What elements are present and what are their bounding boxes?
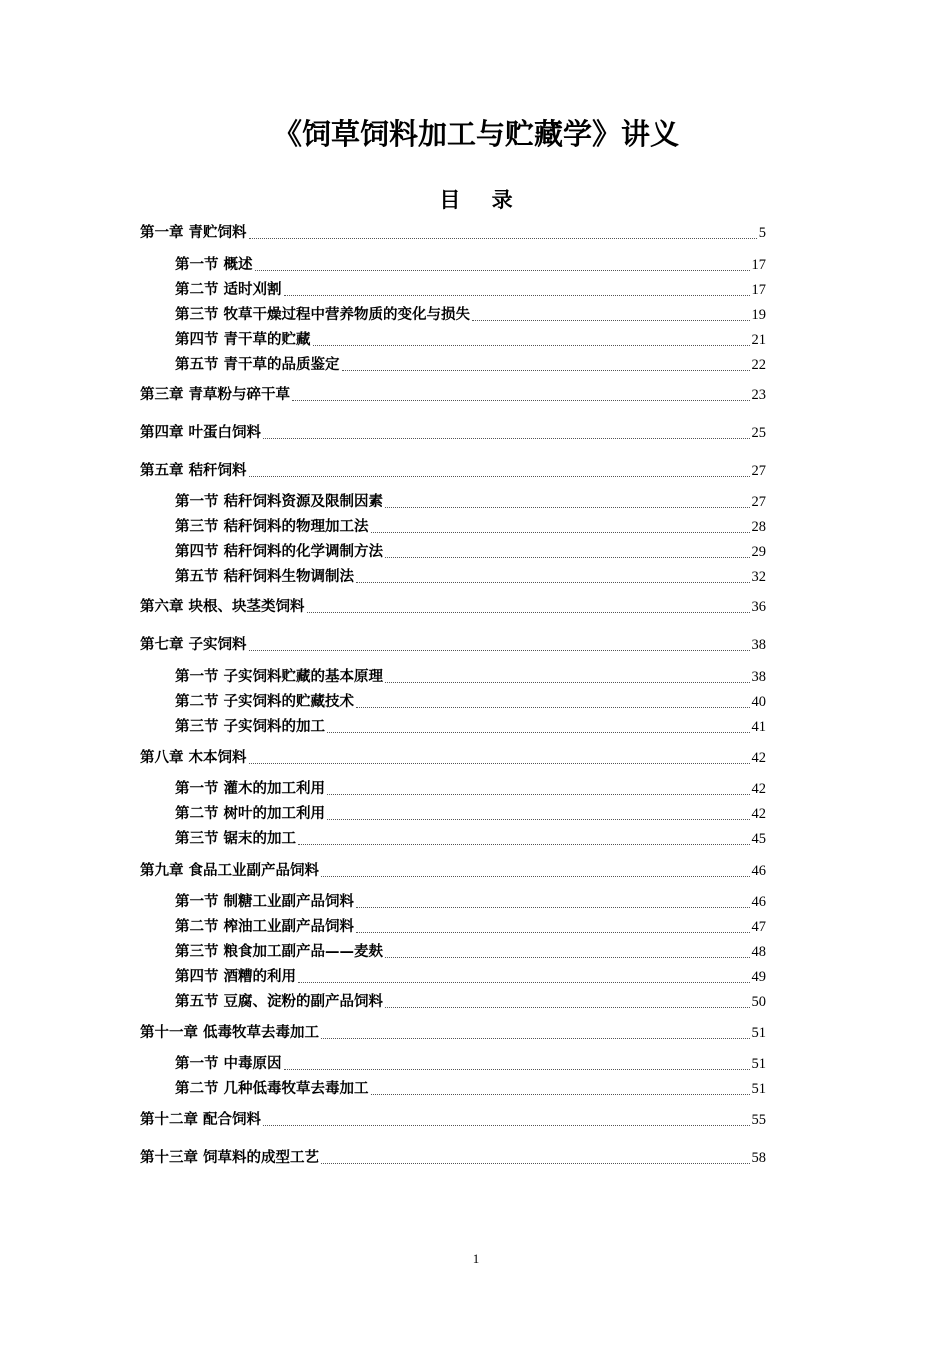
toc-dot-leader: [356, 932, 749, 933]
toc-section-entry[interactable]: [175, 354, 766, 376]
toc-chapter-entry[interactable]: [140, 422, 766, 444]
toc-dot-leader: [313, 345, 750, 346]
toc-entry-label: 第九章 食品工业副产品饲料: [140, 863, 320, 879]
toc-entry-page: 47: [751, 919, 766, 935]
toc-dot-leader: [472, 320, 749, 321]
document-title: 《饲草饲料加工与贮藏学》讲义: [272, 117, 679, 151]
toc-entry-label: 第二节 几种低毒牧草去毒加工: [175, 1081, 369, 1097]
toc-chapter-entry[interactable]: [140, 460, 766, 482]
toc-entry-label: 第一章 青贮饲料: [140, 225, 247, 241]
toc-entry-label: 第三章 青草粉与碎干草: [140, 387, 291, 403]
toc-entry-page: 41: [751, 719, 766, 735]
toc-entry-label: 第二节 榨油工业副产品饲料: [175, 919, 355, 935]
toc-dot-leader: [385, 507, 749, 508]
toc-entry-page: 49: [751, 969, 766, 985]
toc-section-entry[interactable]: [175, 891, 766, 913]
toc-entry-label: 第一节 灌木的加工利用: [175, 781, 326, 797]
toc-entry-page: 42: [751, 781, 766, 797]
toc-dot-leader: [255, 270, 750, 271]
toc-entry-label: 第五章 秸秆饲料: [140, 463, 247, 479]
toc-section-entry[interactable]: [175, 1078, 766, 1100]
toc-entry-label: 第一节 秸秆饲料资源及限制因素: [175, 494, 384, 510]
toc-entry-page: 42: [751, 750, 766, 766]
toc-section-entry[interactable]: [175, 304, 766, 326]
toc-chapter-entry[interactable]: [140, 860, 766, 882]
toc-entry-label: 第十三章 饲草料的成型工艺: [140, 1150, 320, 1166]
toc-dot-leader: [249, 476, 750, 477]
toc-entry-page: 32: [751, 569, 766, 585]
toc-entry-label: 第五节 秸秆饲料生物调制法: [175, 569, 355, 585]
toc-entry-label: 第六章 块根、块茎类饲料: [140, 599, 305, 615]
toc-entry-label: 第四章 叶蛋白饲料: [140, 425, 262, 441]
toc-dot-leader: [249, 650, 750, 651]
toc-entry-page: 48: [751, 944, 766, 960]
toc-entry-page: 51: [751, 1025, 766, 1041]
toc-chapter-entry[interactable]: [140, 1109, 766, 1131]
toc-chapter-entry[interactable]: [140, 1022, 766, 1044]
toc-section-entry[interactable]: [175, 828, 766, 850]
toc-entry-label: 第一节 概述: [175, 257, 253, 273]
toc-entry-page: 40: [751, 694, 766, 710]
toc-dot-leader: [356, 907, 749, 908]
toc-dot-leader: [327, 819, 749, 820]
toc-chapter-entry[interactable]: [140, 747, 766, 769]
toc-entry-page: 51: [751, 1081, 766, 1097]
toc-chapter-entry[interactable]: [140, 222, 766, 244]
toc-entry-page: 51: [751, 1056, 766, 1072]
toc-section-entry[interactable]: [175, 691, 766, 713]
toc-section-entry[interactable]: [175, 541, 766, 563]
toc-entry-label: 第一节 中毒原因: [175, 1056, 282, 1072]
toc-dot-leader: [342, 370, 750, 371]
toc-entry-label: 第一节 子实饲料贮藏的基本原理: [175, 669, 384, 685]
toc-heading: 目 录: [439, 188, 525, 212]
toc-dot-leader: [284, 1069, 750, 1070]
toc-entry-page: 17: [751, 257, 766, 273]
toc-dot-leader: [371, 1094, 750, 1095]
toc-dot-leader: [263, 1125, 749, 1126]
toc-dot-leader: [249, 238, 757, 239]
toc-entry-page: 28: [751, 519, 766, 535]
toc-entry-page: 36: [751, 599, 766, 615]
toc-entry-label: 第三节 牧草干燥过程中营养物质的变化与损失: [175, 307, 471, 323]
toc-entry-page: 17: [751, 282, 766, 298]
toc-entry-page: 25: [751, 425, 766, 441]
toc-section-entry[interactable]: [175, 803, 766, 825]
toc-entry-label: 第三节 秸秆饲料的物理加工法: [175, 519, 369, 535]
toc-entry-page: 42: [751, 806, 766, 822]
toc-chapter-entry[interactable]: [140, 596, 766, 618]
toc-section-entry[interactable]: [175, 941, 766, 963]
toc-entry-page: 5: [758, 225, 766, 241]
toc-entry-label: 第八章 木本饲料: [140, 750, 247, 766]
toc-dot-leader: [307, 612, 750, 613]
toc-entry-label: 第十二章 配合饲料: [140, 1112, 262, 1128]
toc-dot-leader: [385, 557, 749, 558]
toc-entry-page: 38: [751, 637, 766, 653]
toc-entry-label: 第四节 酒糟的利用: [175, 969, 297, 985]
toc-section-entry[interactable]: [175, 991, 766, 1013]
toc-section-entry[interactable]: [175, 566, 766, 588]
toc-entry-label: 第四节 秸秆饲料的化学调制方法: [175, 544, 384, 560]
toc-entry-page: 27: [751, 463, 766, 479]
toc-section-entry[interactable]: [175, 491, 766, 513]
toc-entry-page: 38: [751, 669, 766, 685]
toc-dot-leader: [298, 982, 749, 983]
toc-section-entry[interactable]: [175, 279, 766, 301]
toc-dot-leader: [249, 763, 750, 764]
toc-dot-leader: [356, 707, 749, 708]
toc-entry-label: 第四节 青干草的贮藏: [175, 332, 311, 348]
toc-entry-page: 27: [751, 494, 766, 510]
toc-entry-label: 第三节 锯末的加工: [175, 831, 297, 847]
toc-entry-label: 第三节 子实饲料的加工: [175, 719, 326, 735]
toc-entry-label: 第一节 制糖工业副产品饲料: [175, 894, 355, 910]
toc-chapter-entry[interactable]: [140, 634, 766, 656]
toc-dot-leader: [321, 876, 749, 877]
toc-entry-label: 第二节 适时刈割: [175, 282, 282, 298]
toc-dot-leader: [385, 957, 749, 958]
toc-entry-page: 46: [751, 863, 766, 879]
toc-chapter-entry[interactable]: [140, 384, 766, 406]
toc-section-entry[interactable]: [175, 1053, 766, 1075]
toc-entry-page: 58: [751, 1150, 766, 1166]
toc-dot-leader: [321, 1163, 749, 1164]
toc-dot-leader: [263, 438, 749, 439]
toc-entry-page: 23: [751, 387, 766, 403]
toc-dot-leader: [284, 295, 750, 296]
toc-dot-leader: [385, 1007, 749, 1008]
toc-entry-label: 第十一章 低毒牧草去毒加工: [140, 1025, 320, 1041]
toc-section-entry[interactable]: [175, 254, 766, 276]
toc-section-entry[interactable]: [175, 916, 766, 938]
toc-dot-leader: [356, 582, 749, 583]
toc-entry-page: 21: [751, 332, 766, 348]
toc-entry-page: 45: [751, 831, 766, 847]
page-number: 1: [472, 1251, 480, 1266]
toc-entry-label: 第二节 树叶的加工利用: [175, 806, 326, 822]
toc-dot-leader: [385, 682, 749, 683]
toc-entry-label: 第七章 子实饲料: [140, 637, 247, 653]
toc-section-entry[interactable]: [175, 778, 766, 800]
toc-dot-leader: [327, 794, 749, 795]
toc-dot-leader: [292, 400, 749, 401]
toc-entry-page: 50: [751, 994, 766, 1010]
toc-section-entry[interactable]: [175, 666, 766, 688]
toc-dot-leader: [371, 532, 750, 533]
toc-entry-page: 29: [751, 544, 766, 560]
toc-section-entry[interactable]: [175, 329, 766, 351]
toc-entry-page: 22: [751, 357, 766, 373]
toc-entry-label: 第二节 子实饲料的贮藏技术: [175, 694, 355, 710]
toc-dot-leader: [327, 732, 749, 733]
toc-entry-page: 46: [751, 894, 766, 910]
toc-entry-page: 55: [751, 1112, 766, 1128]
toc-entry-label: 第五节 豆腐、淀粉的副产品饲料: [175, 994, 384, 1010]
toc-entry-label: 第三节 粮食加工副产品——麦麸: [175, 944, 384, 960]
toc-entry-label: 第五节 青干草的品质鉴定: [175, 357, 340, 373]
toc-section-entry[interactable]: [175, 516, 766, 538]
toc-section-entry[interactable]: [175, 716, 766, 738]
toc-section-entry[interactable]: [175, 966, 766, 988]
toc-dot-leader: [298, 844, 749, 845]
toc-dot-leader: [321, 1038, 749, 1039]
toc-chapter-entry[interactable]: [140, 1147, 766, 1169]
toc-entry-page: 19: [751, 307, 766, 323]
